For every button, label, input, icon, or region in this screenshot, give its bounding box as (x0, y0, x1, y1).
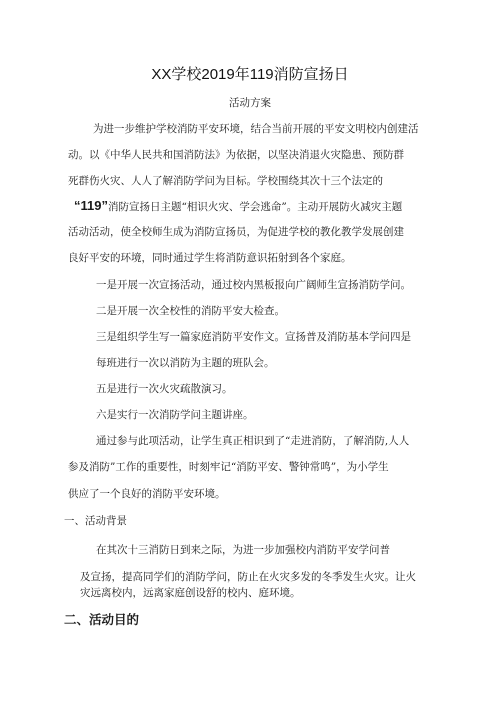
activity-item-6: 六是实行一次消防学问主题讲座。 (96, 409, 254, 421)
summary-line: 参及消防”工作的重要性，时刻牢记“消防平安、警钟常鸣”，为小学生 (68, 461, 389, 473)
activity-item-3-cont: 每班进行一次以消防为主题的班队会。 (96, 357, 275, 369)
section-heading-background: 一、活动背景 (64, 515, 127, 527)
intro-line-text: 消防宣扬日主题“相识火灾、学会逃命”。主动开展防火减灾主题 (107, 201, 403, 213)
intro-line: 良好平安的环境，同时通过学生将消防意识拓射到各个家庭。 (68, 252, 352, 264)
day-119-quote: “119” (74, 198, 108, 213)
intro-line: 动。以《中华人民共和国消防法》为依据，以坚决消退火灾隐患、预防群 (68, 149, 404, 161)
intro-line (74, 198, 402, 214)
activity-item-2: 二是开展一次全校性的消防平安大检查。 (96, 305, 285, 317)
document-title: XX学校2019年119消防宣扬日 (151, 66, 349, 83)
intro-line: 活动活动，使全校师生成为消防宣扬员，为促进学校的教化教学发展创建 (68, 226, 404, 238)
intro-line: 死群伤火灾、人人了解消防学问为目标。学校围绕其次十三个法定的 (68, 175, 383, 187)
summary-line: 供应了一个良好的消防平安环境。 (68, 488, 226, 500)
activity-item-5: 五是进行一次火灾疏散演习。 (96, 383, 233, 395)
background-line: 及宣扬，提高同学们的消防学问，防止在火灾多发的冬季发生火灾。让火 (80, 571, 416, 583)
activity-item-1: 一是开展一次宣扬活动，通过校内黑板报向广阔师生宣扬消防学问。 (96, 279, 411, 291)
background-line: 灾远离校内，远离家庭创设舒的校内、庭环境。 (80, 587, 301, 599)
intro-line: 为进一步维护学校消防平安环境，结合当前开展的平安文明校内创建活 (93, 123, 419, 135)
activity-item-3: 三是组织学生写一篇家庭消防平安作文。宣扬普及消防基本学问四是 (96, 331, 411, 343)
section-heading-purpose: 二、活动目的 (64, 613, 140, 627)
document-subtitle: 活动方案 (229, 97, 271, 109)
background-line: 在其次十三消防日到来之际，为进一步加强校内消防平安学问普 (96, 544, 390, 556)
summary-line: 通过参与此项活动，让学生真正相识到了“走进消防，了解消防,人人 (96, 435, 410, 447)
